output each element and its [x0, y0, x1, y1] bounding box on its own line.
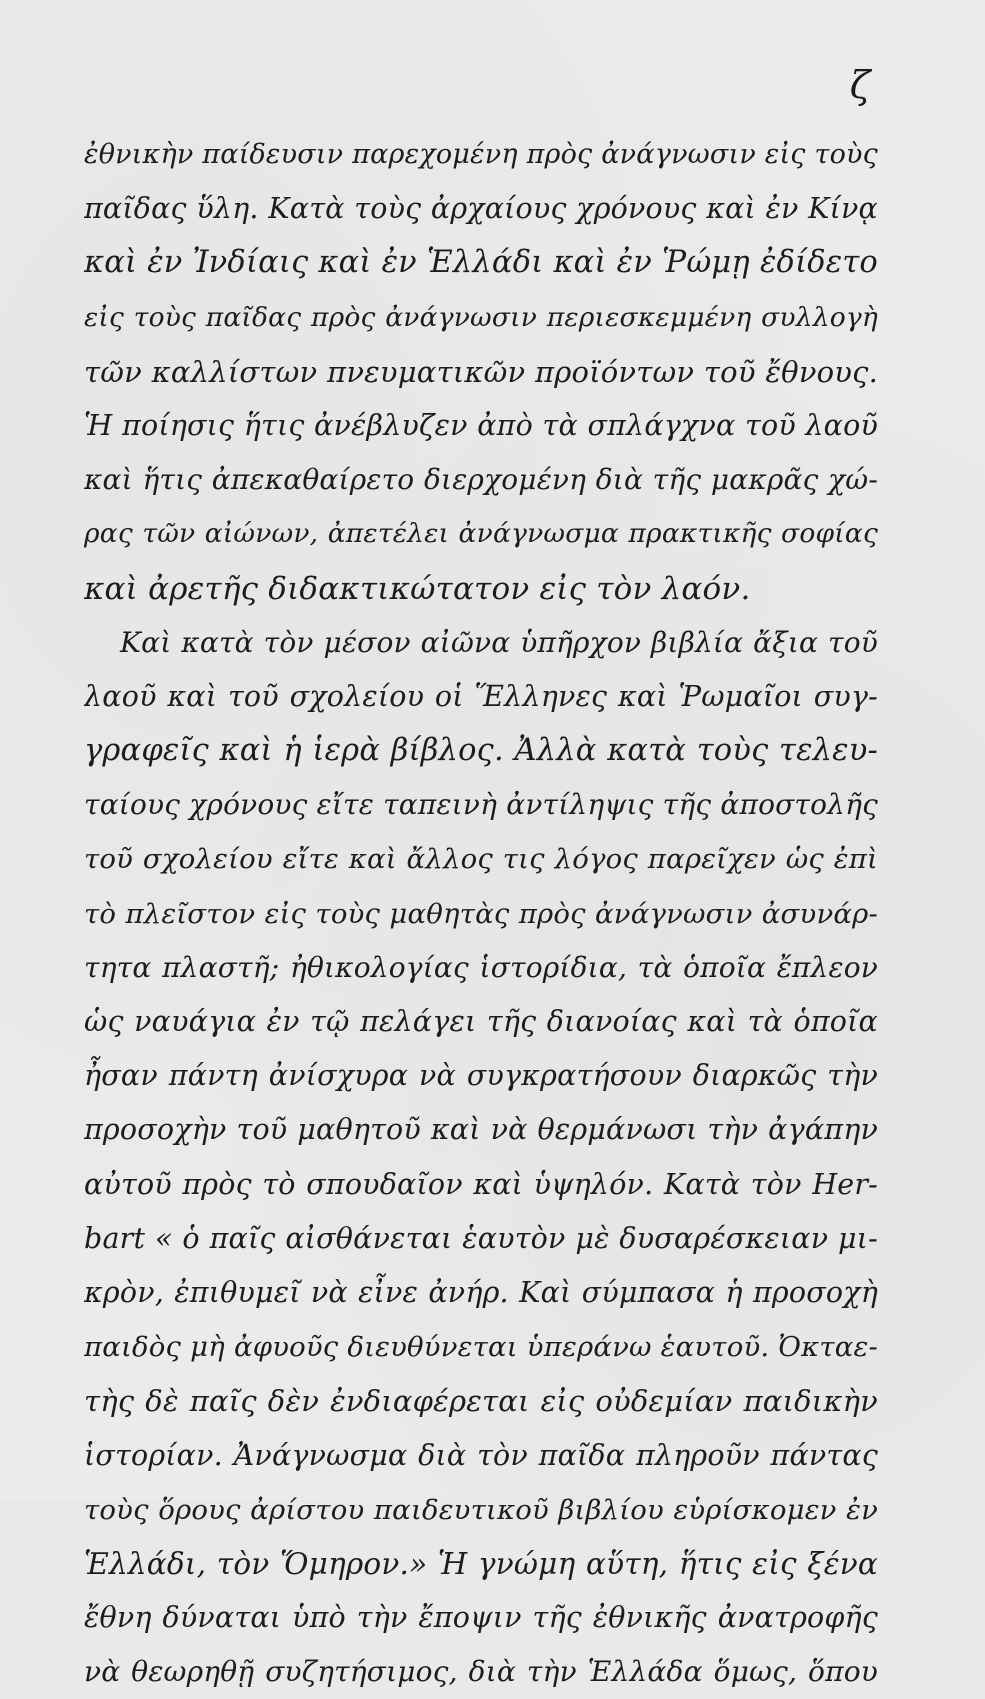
text-line: ἔθνη δύναται ὑπὸ τὴν ἔποψιν τῆς ἐθνικῆς ἀνατροφῆς	[84, 1601, 878, 1635]
text-line: τὸ πλεῖστον εἰς τοὺς μαθητὰς πρὸς ἀνάγνωσιν ἀσυνάρ-	[84, 897, 878, 930]
text-line: τοῦ σχολείου εἴτε καὶ ἄλλος τις λόγος παρεῖχεν ὡς ἐπὶ	[84, 843, 878, 876]
text-line: Ἡ ποίησις ἥτις ἀνέβλυζεν ἀπὸ τὰ σπλάγχνα τοῦ λαοῦ	[84, 408, 878, 442]
text-line: τητα πλαστῆ; ἠθικολογίας ἱστορίδια, τὰ ὁποῖα ἔπλεον	[84, 950, 878, 984]
text-line: ρας τῶν αἰώνων, ἀπετέλει ἀνάγνωσμα πρακτικῆς σοφίας	[84, 518, 878, 550]
text-line: λαοῦ καὶ τοῦ σχολείου οἱ Ἕλληνες καὶ Ῥωμαῖοι συγ-	[84, 679, 878, 713]
text-line: αὐτοῦ πρὸς τὸ σπουδαῖον καὶ ὑψηλόν. Κατὰ τὸν Her-	[84, 1167, 878, 1201]
text-line: ὡς ναυάγια ἐν τῷ πελάγει τῆς διανοίας καὶ τὰ ὁποῖα	[84, 1005, 878, 1038]
text-line: τοὺς ὅρους ἀρίστου παιδευτικοῦ βιβλίου εὑρίσκομεν ἐν	[84, 1493, 878, 1526]
text-line: ἱστορίαν. Ἀνάγνωσμα διὰ τὸν παῖδα πληροῦν πάντας	[84, 1438, 878, 1472]
paragraph-2	[84, 616, 878, 1699]
text-line: Καὶ κατὰ τὸν μέσον αἰῶνα ὑπῆρχον βιβλία ἄξια τοῦ	[120, 625, 878, 659]
text-line: καὶ ἀρετῆς διδακτικώτατον εἰς τὸν λαόν.	[84, 570, 751, 607]
body-text	[84, 128, 878, 1699]
text-line: κρὸν, ἐπιθυμεῖ νὰ εἶνε ἀνήρ. Καὶ σύμπασα ἡ προσοχὴ	[84, 1275, 878, 1309]
text-line: νὰ θεωρηθῇ συζητήσιμος, διὰ τὴν Ἑλλάδα ὅμως, ὅπου	[84, 1655, 878, 1689]
text-line: γραφεῖς καὶ ἡ ἱερὰ βίβλος. Ἀλλὰ κατὰ τοὺς τελευ-	[84, 733, 878, 769]
text-line: παῖδας ὕλη. Κατὰ τοὺς ἀρχαίους χρόνους καὶ ἐν Κίνᾳ	[84, 192, 878, 226]
text-line: bart « ὁ παῖς αἰσθάνεται ἑαυτὸν μὲ δυσαρέσκειαν μι-	[84, 1221, 878, 1255]
text-line: ἐθνικὴν παίδευσιν παρεχομένη πρὸς ἀνάγνωσιν εἰς τοὺς	[84, 139, 878, 170]
paragraph-1	[84, 128, 878, 616]
text-line: καὶ ἥτις ἀπεκαθαίρετο διερχομένη διὰ τῆς μακρᾶς χώ-	[84, 463, 878, 497]
text-line: ἦσαν πάντη ἀνίσχυρα νὰ συγκρατήσουν διαρκῶς τὴν	[84, 1059, 878, 1093]
text-line: ταίους χρόνους εἴτε ταπεινὴ ἀντίληψις τῆς ἀποστολῆς	[84, 788, 878, 822]
page-number: ζ	[849, 63, 871, 107]
text-line: προσοχὴν τοῦ μαθητοῦ καὶ νὰ θερμάνωσι τὴν ἀγάπην	[84, 1113, 878, 1147]
text-line: τῶν καλλίστων πνευματικῶν προϊόντων τοῦ ἔθνους.	[84, 354, 878, 389]
text-line: τὴς δὲ παῖς δὲν ἐνδιαφέρεται εἰς οὐδεμίαν παιδικὴν	[84, 1384, 878, 1419]
text-line: Ἑλλάδι, τὸν Ὅμηρον.» Ἡ γνώμη αὕτη, ἥτις εἰς ξένα	[84, 1546, 878, 1581]
text-line: παιδὸς μὴ ἀφυοῦς διευθύνεται ὑπεράνω ἑαυτοῦ. Ὀκταε-	[84, 1331, 878, 1364]
text-line: καὶ ἐν Ἰνδίαις καὶ ἐν Ἑλλάδι καὶ ἐν Ῥώμῃ ἐδίδετο	[84, 245, 878, 281]
text-line: εἰς τοὺς παῖδας πρὸς ἀνάγνωσιν περιεσκεμμένη συλλογὴ	[84, 301, 878, 333]
